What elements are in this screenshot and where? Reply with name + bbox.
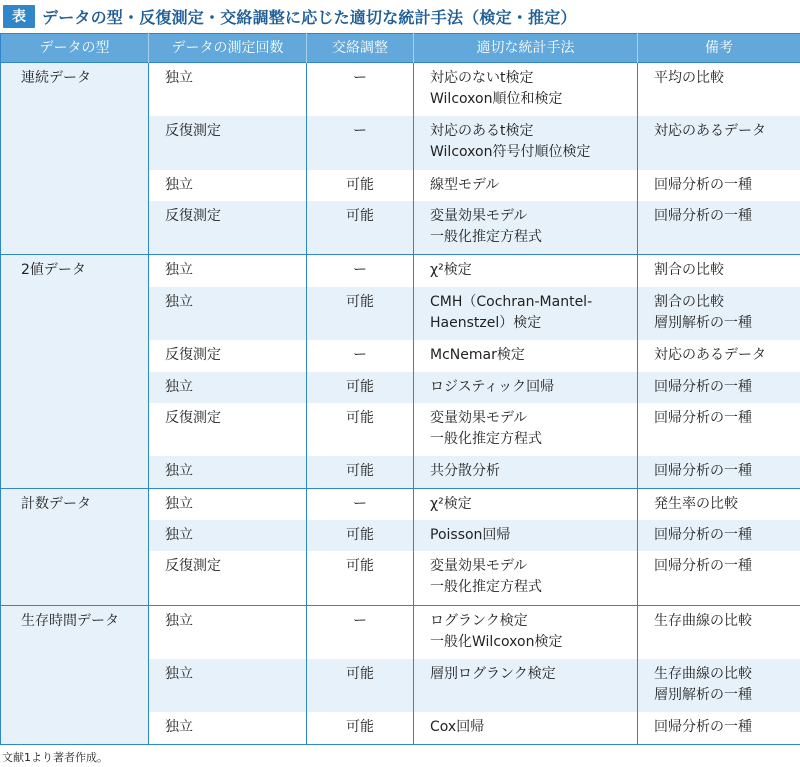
measurement-cell: 独立 [149, 372, 307, 403]
method-line: 線型モデル [430, 176, 500, 193]
method-line: 対応のあるt検定 [430, 123, 534, 140]
remark-cell [638, 456, 800, 488]
measurement-cell: 独立 [149, 520, 307, 551]
adjustment-cell: 可能 [307, 456, 414, 488]
method-cell [414, 116, 638, 169]
table-body [1, 63, 800, 745]
measurement-cell: 反復測定 [149, 403, 307, 456]
header-data-type: データの型 [1, 34, 149, 63]
method-cell [414, 659, 638, 712]
data-type-cell: 計数データ [1, 488, 149, 605]
method-line: McNemar検定 [430, 347, 525, 364]
remark-cell [638, 287, 800, 340]
method-cell [414, 372, 638, 403]
method-line: CMH（Cochran-Mantel- [430, 293, 593, 310]
remark-line: 回帰分析の一種 [654, 527, 752, 544]
adjustment-cell: ー [307, 255, 414, 287]
method-line: 変量効果モデル [430, 558, 528, 575]
table-title [0, 0, 577, 32]
measurement-cell: 反復測定 [149, 201, 307, 255]
adjustment-cell: 可能 [307, 520, 414, 551]
header-measurement-count: データの測定回数 [149, 34, 307, 63]
measurement-cell: 独立 [149, 456, 307, 488]
measurement-cell: 独立 [149, 63, 307, 117]
method-line: Wilcoxon符号付順位検定 [430, 144, 591, 161]
title-text: データの型・反復測定・交絡調整に応じた適切な統計手法（検定・推定） [42, 7, 577, 27]
remark-line: 回帰分析の一種 [654, 208, 752, 225]
method-cell [414, 551, 638, 605]
method-line: Haenstzel）検定 [430, 314, 542, 331]
method-cell [414, 255, 638, 287]
adjustment-cell: ー [307, 340, 414, 371]
adjustment-cell: 可能 [307, 659, 414, 712]
remark-line: 回帰分析の一種 [654, 176, 752, 193]
adjustment-cell: 可能 [307, 201, 414, 255]
remark-cell [638, 170, 800, 201]
measurement-cell: 反復測定 [149, 340, 307, 371]
remark-line: 平均の比較 [654, 70, 724, 86]
data-type-cell: 2値データ [1, 255, 149, 488]
remark-cell [638, 605, 800, 659]
table-row [1, 63, 800, 117]
data-type-cell: 生存時間データ [1, 605, 149, 744]
remark-cell [638, 659, 800, 712]
adjustment-cell: 可能 [307, 170, 414, 201]
method-cell [414, 170, 638, 201]
remark-line: 層別解析の一種 [654, 314, 752, 331]
remark-line: 対応のあるデータ [654, 123, 766, 140]
data-type-cell: 連続データ [1, 63, 149, 255]
measurement-cell: 反復測定 [149, 551, 307, 605]
remark-line: 割合の比較 [654, 293, 724, 310]
remark-cell [638, 116, 800, 169]
method-line: 一般化推定方程式 [430, 430, 542, 447]
method-line: 共分散分析 [430, 463, 500, 480]
remark-cell [638, 488, 800, 520]
remark-cell [638, 372, 800, 403]
remark-line: 回帰分析の一種 [654, 719, 752, 736]
adjustment-cell: ー [307, 488, 414, 520]
method-line: 変量効果モデル [430, 409, 528, 426]
method-line: ログランク検定 [430, 612, 528, 629]
remark-cell [638, 255, 800, 287]
header-row [1, 34, 800, 63]
statistics-table [0, 33, 800, 745]
remark-line: 発生率の比較 [654, 495, 738, 512]
method-line: 層別ログランク検定 [430, 666, 556, 683]
remark-line: 層別解析の一種 [654, 687, 752, 704]
header-remarks: 備考 [638, 34, 800, 63]
adjustment-cell: 可能 [307, 712, 414, 744]
header-confounding-adjustment: 交絡調整 [307, 34, 414, 63]
remark-line: 回帰分析の一種 [654, 558, 752, 575]
adjustment-cell: 可能 [307, 551, 414, 605]
method-cell [414, 287, 638, 340]
table-row [1, 255, 800, 287]
remark-line: 生存曲線の比較 [654, 612, 752, 629]
method-cell [414, 605, 638, 659]
method-line: 一般化Wilcoxon検定 [430, 633, 563, 650]
remark-cell [638, 520, 800, 551]
remark-cell [638, 712, 800, 744]
adjustment-cell: 可能 [307, 372, 414, 403]
method-cell [414, 488, 638, 520]
remark-cell [638, 340, 800, 371]
method-line: 一般化推定方程式 [430, 579, 542, 596]
remark-line: 回帰分析の一種 [654, 378, 752, 395]
remark-line: 回帰分析の一種 [654, 409, 752, 426]
method-line: χ²検定 [430, 495, 472, 512]
remark-cell [638, 201, 800, 255]
measurement-cell: 独立 [149, 659, 307, 712]
remark-line: 生存曲線の比較 [654, 666, 752, 683]
method-cell [414, 63, 638, 117]
measurement-cell: 独立 [149, 712, 307, 744]
footnote: 文献1より著者作成。 [2, 751, 108, 764]
measurement-cell: 独立 [149, 605, 307, 659]
method-line: 変量効果モデル [430, 208, 528, 225]
method-cell [414, 520, 638, 551]
remark-line: 対応のあるデータ [654, 347, 766, 364]
remark-cell [638, 403, 800, 456]
method-line: 対応のないt検定 [430, 70, 534, 86]
adjustment-cell: ー [307, 116, 414, 169]
method-line: ロジスティック回帰 [430, 378, 555, 395]
method-line: χ²検定 [430, 262, 472, 279]
method-line: Poisson回帰 [430, 527, 511, 544]
remark-cell [638, 63, 800, 117]
measurement-cell: 独立 [149, 255, 307, 287]
adjustment-cell: 可能 [307, 403, 414, 456]
measurement-cell: 独立 [149, 488, 307, 520]
remark-cell [638, 551, 800, 605]
method-cell [414, 403, 638, 456]
measurement-cell: 独立 [149, 170, 307, 201]
method-cell [414, 456, 638, 488]
measurement-cell: 独立 [149, 287, 307, 340]
measurement-cell: 反復測定 [149, 116, 307, 169]
method-cell [414, 201, 638, 255]
method-cell [414, 340, 638, 371]
remark-line: 回帰分析の一種 [654, 463, 752, 480]
adjustment-cell: 可能 [307, 287, 414, 340]
method-line: Wilcoxon順位和検定 [430, 91, 563, 107]
method-cell [414, 712, 638, 744]
title-badge: 表 [3, 5, 35, 28]
table-row [1, 605, 800, 659]
remark-line: 割合の比較 [654, 262, 724, 279]
method-line: 一般化推定方程式 [430, 229, 542, 246]
adjustment-cell: ー [307, 63, 414, 117]
adjustment-cell: ー [307, 605, 414, 659]
method-line: Cox回帰 [430, 719, 485, 736]
header-statistical-method: 適切な統計手法 [414, 34, 638, 63]
table-row [1, 488, 800, 520]
